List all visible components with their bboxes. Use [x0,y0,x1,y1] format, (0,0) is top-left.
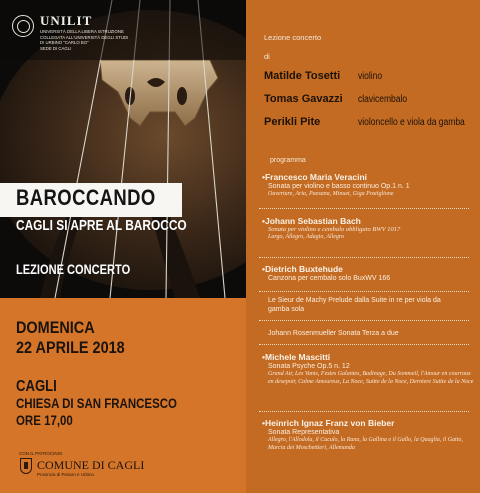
event-time: ORE 17,00 [16,412,73,428]
event-city: CAGLI [16,378,57,395]
piece-composer: • Francesco Maria Veracini [262,172,476,182]
divider [259,208,469,209]
piece-composer: • Heinrich Ignaz Franz von Bieber [262,418,476,428]
comune-crest-icon [20,458,32,474]
unilit-line: UNIVERSITÀ DELLA LIBERA ISTRUZIONE [40,29,124,34]
performer-name: Tomas Gavazzi [264,93,343,105]
program-intro: Lezione concerto [264,33,322,42]
piece-movements: Allegro, l'Allodola, il Cuculo, la Rana, la Gallina e il Gallo, la Quaglia, il Gatto, Marcia dei Moschettieri, Allemanda [268,437,463,451]
event-venue: CHIESA DI SAN FRANCESCO [16,395,177,411]
performer-instrument: violino [358,71,383,82]
piece-work: Canzona per cembalo solo BuxWV 166 [268,275,391,282]
piece-work: Sonata Psyche Op.5 n. 12 [268,363,350,370]
unilit-name: UNILIT [40,13,93,28]
piece-movements: Ouverture, Aria, Paesana, Minuet, Giga Postiglione [268,191,394,197]
divider [259,411,469,412]
piece-work: Johann Rosenmueller Sonata Terza a due [268,330,399,337]
event-kind: LEZIONE CONCERTO [16,262,131,277]
performer-instrument: clavicembalo [358,94,408,105]
program-piece [262,172,476,199]
unilit-line: DI URBINO "CARLO BO" [40,40,89,46]
event-weekday: DOMENICA [16,318,95,337]
performer [264,70,474,82]
piece-work: Sonata per violino e cembalo obbligato BWV 1017 [268,226,401,233]
provincia-name: Provincia di Pesaro e Urbino [37,472,95,477]
event-title: BAROCCANDO [16,185,156,210]
piece-composer: • Michele Mascitti [262,352,476,362]
right-panel [246,0,480,493]
event-date: 22 APRILE 2018 [16,338,125,357]
divider [259,320,469,321]
event-subtitle: CAGLI SI APRE AL BAROCCO [16,218,187,234]
program-piece [262,418,476,452]
piece-composer: • Johann Sebastian Bach [262,216,476,226]
unilit-description [40,29,150,51]
program-heading: programma [270,157,306,164]
comune-name: COMUNE DI CAGLI [37,458,145,472]
patronage-label: CON IL PATROCINIO [19,451,63,456]
performer-name: Perikli Pite [264,116,321,128]
performer-instrument: violoncello e viola da gamba [358,117,465,128]
program-piece [262,352,476,386]
piece-work: Sonata Representativa [268,429,340,436]
unilit-line: SEDE DI CAGLI [40,45,72,51]
unilit-line: COLLEGATA ALL'UNIVERSITÀ DEGLI STUDI [40,34,129,40]
piece-work: Le Sieur de Machy Prelude dalla Suite in re per viola da gamba sola [268,297,441,313]
unilit-seal-icon [12,15,34,37]
performer-name: Matilde Tosetti [264,70,341,82]
performer [264,116,474,128]
divider [259,291,469,292]
program-piece [262,264,476,283]
divider [259,344,469,345]
unilit-logo [12,13,132,59]
piece-work: Sonata per violino e basso continuo Op.1 n. 1 [268,183,410,190]
piece-movements: Largo, Allegro, Adagio, Allegro [268,233,345,240]
violin-bridge-photo [0,0,246,298]
program-piece [262,296,462,314]
performer [264,93,474,105]
program-di: di [264,52,270,61]
piece-movements: Grand Air, Les Vants, Festes Galantes, Badinage, Du Sommeil, l'Amour en courroux en desepoir, Calme Amoureux, La Noce, Suitte de la Noce, Derniere Suitte de la Noce [268,371,474,385]
program-piece [262,216,476,241]
divider [259,257,469,258]
piece-composer: • Dietrich Buxtehude [262,264,476,274]
program-piece [262,329,476,338]
